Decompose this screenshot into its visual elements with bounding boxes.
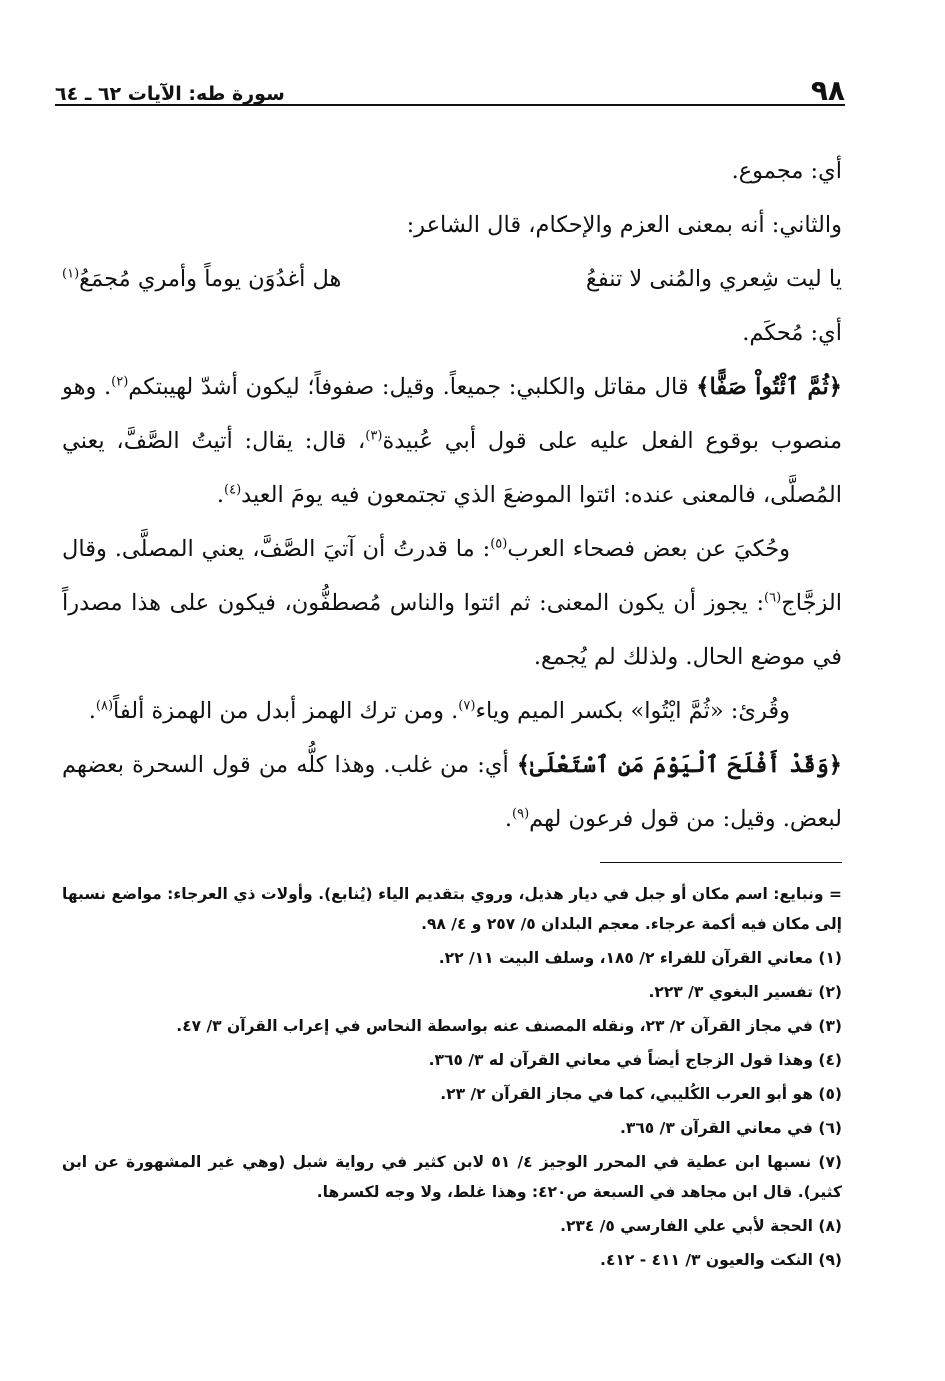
footnote-ref: (٥)	[490, 536, 508, 552]
paragraph	[62, 738, 842, 846]
footnote-item: (٣) في مجاز القرآن ٢/ ٢٣، ونقله المصنف عنه بواسطة النحاس في إعراب القرآن ٣/ ٤٧.	[176, 1017, 842, 1035]
paragraph	[62, 684, 842, 738]
footnote-item: (٥) هو أبو العرب الكُليبي، كما في مجاز القرآن ٢/ ٢٣.	[440, 1085, 842, 1103]
paragraph-text: أي: من غلب. وهذا كلُّه من قول السحرة بعضهم لبعض. وقيل: من قول فرعون لهم	[62, 752, 842, 832]
footnote-item: (٩) النكت والعيون ٣/ ٤١١ - ٤١٢.	[600, 1251, 842, 1269]
running-title: سورة طه: الآيات ٦٢ ـ ٦٤	[55, 83, 285, 105]
footnote-ref: (٤)	[224, 482, 242, 498]
footnote-item: (٧) نسبها ابن عطية في المحرر الوجيز ٤/ ٥١ لابن كثير في رواية شبل (وهي غير المشهورة عن ابن كثير). قال ابن مجاهد في السبعة ص٤٢٠: وهذا غلط، ولا وجه لكسرها.	[62, 1153, 842, 1201]
quran-citation: ﴿ثُمَّ ٱئْتُواْ صَفًّا﴾	[696, 374, 842, 400]
paragraph-text: . ومن ترك الهمز أبدل من الهمزة ألفاً	[113, 698, 459, 724]
paragraph-text: ، قال: يقال: أتيتُ الصَّفَّ، يعني المُصلَّى، فالمعنى عنده: ائتوا الموضعَ الذي تجتمعون فيه يومَ العيد	[62, 428, 842, 508]
paragraph-text: . وهو منصوب بوقوع الفعل عليه على قول أبي عُبيدة	[62, 374, 842, 454]
text-line: أي: مُحكَم.	[742, 320, 842, 346]
footnote-separator	[600, 862, 842, 863]
main-text	[62, 144, 842, 846]
paragraph-text: وقُرئ: «ثُمَّ ايْتُوا» بكسر الميم وياء	[475, 698, 790, 724]
footnote-item: (١) معاني القرآن للفراء ٢/ ١٨٥، وسلف البيت ١١/ ٢٢.	[438, 949, 842, 967]
verse-second-hemistich	[62, 252, 341, 306]
footnote-ref: (٩)	[512, 806, 530, 822]
header-rule	[55, 104, 845, 106]
footnote-ref: (٧)	[458, 698, 476, 714]
footnote-continuation: = ونبايع: اسم مكان أو جبل في ديار هذيل، وروي بتقديم الياء (يُنابع). وأولات ذي العرجاء: مواضع نسبها إلى مكان فيه أكمة عرجاء. معجم البلدان ٥/ ٢٥٧ و ٤/ ٩٨.	[62, 885, 842, 933]
footnote-ref: (١)	[62, 266, 80, 282]
footnote-item: (٢) تفسير البغوي ٣/ ٢٢٣.	[648, 983, 842, 1001]
verse-second-text: هل أغدُوَن يوماً وأمري مُجمَعُ	[79, 266, 342, 292]
poetry-verse	[62, 252, 842, 306]
footnotes	[62, 879, 842, 1275]
paragraph-text: وحُكيَ عن بعض فصحاء العرب	[507, 536, 790, 562]
footnote-ref: (٢)	[111, 374, 129, 390]
paragraph	[62, 522, 842, 684]
footnote-item: (٤) وهذا قول الزجاج أيضاً في معاني القرآن له ٣/ ٣٦٥.	[428, 1051, 842, 1069]
paragraph-text: .	[88, 698, 96, 724]
quran-citation: ﴿وَقَدْ أَفْلَحَ ٱلْيَوْمَ مَنِ ٱسْتَعْلَىٰ﴾	[516, 752, 842, 778]
paragraph-text: : ما قدرتُ أن آتيَ الصَّفَّ، يعني المصلَّى. وقال الزجَّاج	[62, 536, 842, 616]
page-header	[55, 66, 845, 106]
text-line: أي: مجموع.	[731, 158, 842, 184]
footnote-ref: (٨)	[95, 698, 114, 714]
paragraph-text: .	[504, 806, 512, 832]
text-line: والثاني: أنه بمعنى العزم والإحكام، قال الشاعر:	[406, 212, 842, 238]
paragraph-text: .	[216, 482, 225, 508]
footnote-item: (٦) في معاني القرآن ٣/ ٣٦٥.	[619, 1119, 842, 1137]
footnote-ref: (٦)	[764, 590, 782, 606]
paragraph-text: قال مقاتل والكلبي: جميعاً. وقيل: صفوفاً؛ ليكون أشدّ لهيبتكم	[128, 374, 697, 400]
footnote-ref: (٣)	[365, 428, 383, 444]
verse-first-hemistich: يا ليت شِعري والمُنى لا تنفعُ	[585, 266, 842, 292]
page-number: ٩٨	[810, 74, 845, 107]
paragraph-text: : يجوز أن يكون المعنى: ثم ائتوا والناس مُصطفُّون، فيكون على هذا مصدراً في موضع الحال. ولذلك لم يُجمع.	[62, 590, 842, 670]
footnote-item: (٨) الحجة لأبي علي الفارسي ٥/ ٢٣٤.	[560, 1217, 842, 1235]
paragraph	[62, 360, 842, 522]
